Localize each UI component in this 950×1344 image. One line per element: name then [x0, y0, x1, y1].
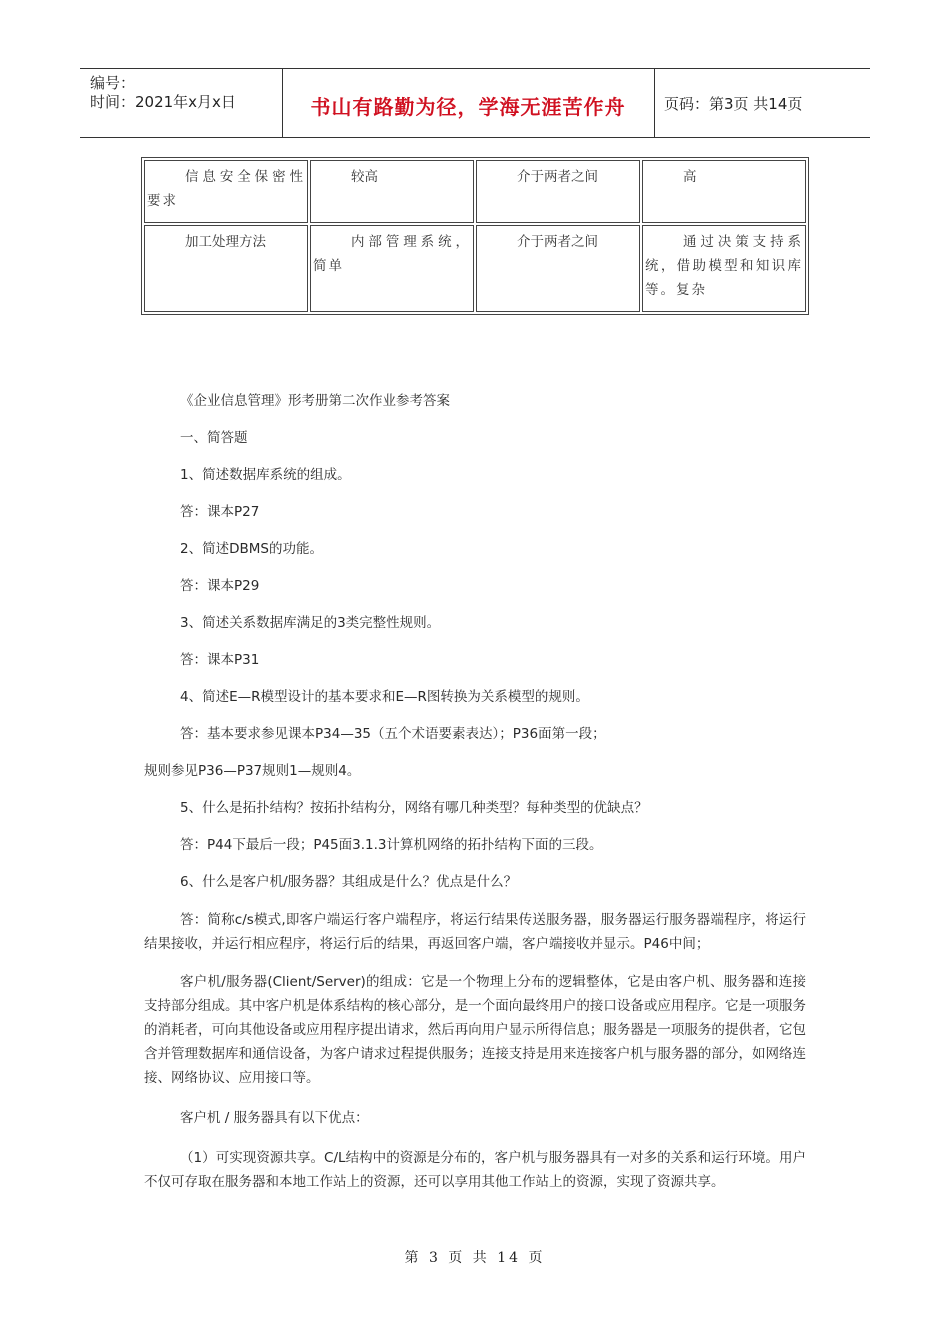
- date-label: 时间：2021年x月x日: [90, 93, 236, 111]
- table-cell: 信息安全保密性要求: [144, 160, 308, 223]
- question-1: 1、简述数据库系统的组成。: [180, 467, 351, 483]
- table-cell: 介于两者之间: [476, 160, 640, 223]
- page-header: [80, 68, 870, 138]
- header-motto-cell: [282, 69, 655, 137]
- page-footer: 第 3 页 共 14 页: [404, 1250, 546, 1266]
- question-4: 4、简述E—R模型设计的基本要求和E—R图转换为关系模型的规则。: [180, 689, 589, 705]
- comparison-table: [141, 157, 809, 315]
- question-6: 6、什么是客户机/服务器？其组成是什么？优点是什么？: [180, 874, 518, 890]
- header-meta: [80, 69, 283, 137]
- table-cell: 通过决策支持系统，借助模型和知识库等。复杂: [642, 225, 806, 312]
- answer-5: 答：P44下最后一段；P45面3.1.3计算机网络的拓扑结构下面的三段。: [180, 837, 603, 853]
- serial-number-label: 编号：: [90, 74, 136, 92]
- table-cell: 内部管理系统，简单: [310, 225, 474, 312]
- question-3: 3、简述关系数据库满足的3类完整性规则。: [180, 615, 441, 631]
- answer-1: 答：课本P27: [180, 504, 260, 520]
- header-page-cell: [654, 69, 870, 137]
- answer-2: 答：课本P29: [180, 578, 260, 594]
- answer-4-part-2: 规则参见P36—P37规则1—规则4。: [144, 763, 361, 779]
- document-body: [144, 390, 806, 1194]
- table-cell: 较高: [310, 160, 474, 223]
- answer-6-paragraph-4: （1）可实现资源共享。C/L结构中的资源是分布的，客户机与服务器具有一对多的关系和运行环境。用户不仅可存取在服务器和本地工作站上的资源，还可以享用其他工作站上的资源，实现了资源共享。: [144, 1150, 806, 1190]
- table-cell: 介于两者之间: [476, 225, 640, 312]
- answer-6-paragraph-2: 客户机/服务器(Client/Server)的组成：它是一个物理上分布的逻辑整体，它是由客户机、服务器和连接支持部分组成。其中客户机是体系结构的核心部分，是一个面向最终用户的接口设备或应用程序。它是一项服务的消耗者，可向其他设备或应用程序提出请求，然后再向用户显示所得信息；服务器是一项服务的提供者，它包含并管理数据库和通信设备，为客户请求过程提供服务；连接支持是用来连接客户机与服务器的部分，如网络连接、网络协议、应用接口等。: [144, 974, 806, 1086]
- table-row: [144, 225, 806, 312]
- page-number-label: 页码：第3页 共14页: [664, 95, 803, 113]
- document-title: 《企业信息管理》形考册第二次作业参考答案: [180, 393, 450, 409]
- question-2: 2、简述DBMS的功能。: [180, 541, 323, 557]
- table-cell: 加工处理方法: [144, 225, 308, 312]
- answer-4-part-1: 答：基本要求参见课本P34—35（五个术语要素表达）；P36面第一段；: [180, 726, 606, 742]
- table-cell: 高: [642, 160, 806, 223]
- answer-6-paragraph-3: 客户机 / 服务器具有以下优点：: [180, 1110, 369, 1126]
- answer-6-paragraph-1: 答：简称c/s模式,即客户端运行客户端程序，将运行结果传送服务器，服务器运行服务器端程序，将运行结果接收，并运行相应程序，将运行后的结果，再返回客户端，客户端接收并显示。P46中间；: [144, 912, 806, 952]
- question-5: 5、什么是拓扑结构？按拓扑结构分，网络有哪几种类型？每种类型的优缺点？: [180, 800, 648, 816]
- answer-3: 答：课本P31: [180, 652, 260, 668]
- table-row: [144, 160, 806, 223]
- section-heading: 一、简答题: [180, 430, 248, 446]
- motto: 书山有路勤为径，学海无涯苦作舟: [310, 95, 626, 119]
